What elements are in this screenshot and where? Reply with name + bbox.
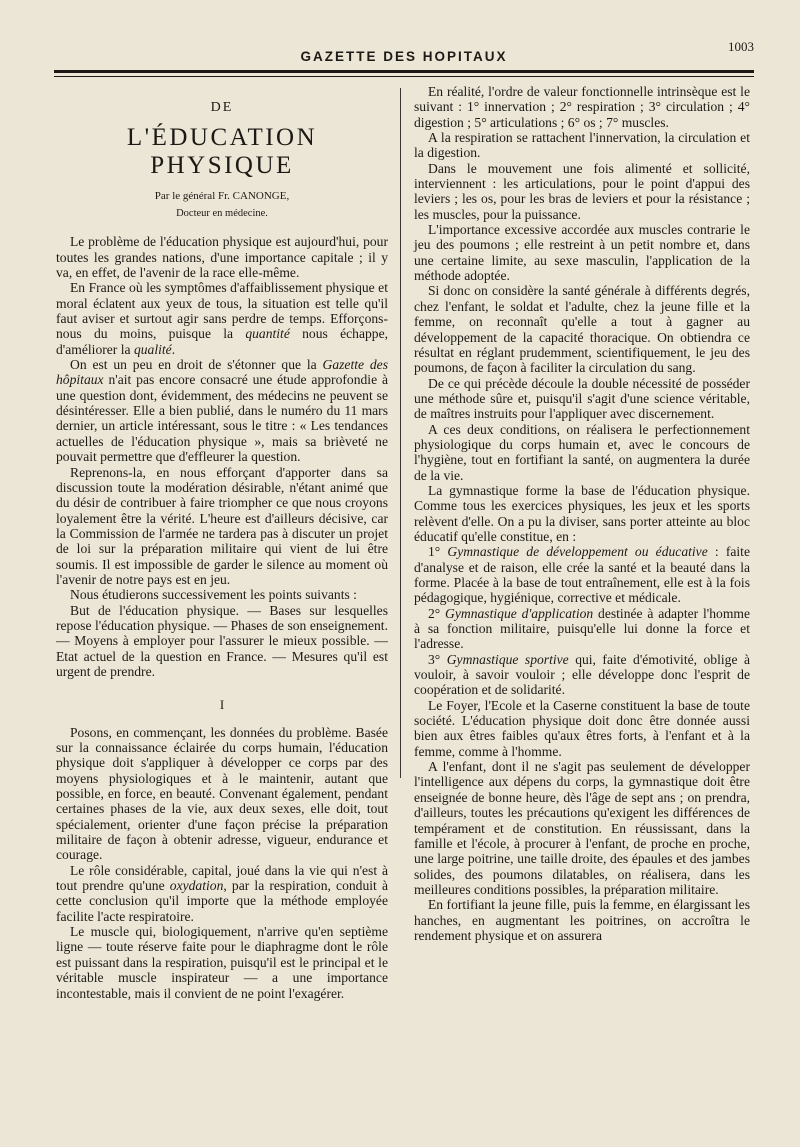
right-paragraph-9: Le Foyer, l'Ecole et la Caserne constituent la base de toute société. L'éducation physique doit donc être donnée aussi bien aux êtres faibles qu'aux êtres forts, à l'enfant et à la femme, comme à l'homme.	[414, 697, 750, 759]
left-paragraph-8: Le rôle considérable, capital, joué dans la vie qui n'est à tout prendre qu'une oxydation, par la respiration, conduit à cette conclusion qu'il importe que la méthode employée facilite l'acte respiratoire.	[56, 862, 388, 924]
right-paragraph-6: De ce qui précède découle la double nécessité de posséder une méthode sûre et, puisqu'il s'agit d'une science véritable, de maîtres instruits pour l'appliquer avec discernement.	[414, 375, 750, 422]
left-paragraph-6: But de l'éducation physique. — Bases sur lesquelles repose l'éducation physique. — Phases de son enseignement. — Moyens à employer pour l'assurer le mieux possible. — Etat actuel de la question en France. — Mesures qu'il est urgent de prendre.	[56, 602, 388, 679]
left-paragraph-2: En France où les symptômes d'affaiblissement physique et moral éclatent aux yeux de tous, la situation est telle qu'il faut aviser et surtout agir sans perdre de temps. Efforçons-nous du moins, puisque la quantité nous échappe, d'améliorer la qualité.	[56, 280, 388, 357]
right-column	[414, 84, 750, 943]
journal-title: GAZETTE DES HOPITAUX	[300, 49, 508, 64]
left-paragraph-3: On est un peu en droit de s'étonner que la Gazette des hôpitaux n'ait pas encore consacré une étude approfondie à une question dont, évidemment, des médecins ne peuvent se désintéresser. Elle a bien publié, dans le numéro du 11 mars dernier, un article intéressant, sous le titre : « Les tendances actuelles de l'éducation physique », mais sa brièveté ne pouvait permettre que d'effleurer la question.	[56, 357, 388, 465]
left-paragraph-5: Nous étudierons successivement les points suivants :	[70, 587, 357, 603]
header-rule-thin	[54, 76, 754, 77]
list-item: 3° Gymnastique sportive qui, faite d'émotivité, oblige à vouloir, à savoir vouloir ; elle développe donc l'esprit de coopération et de solidarité.	[414, 651, 750, 698]
right-paragraph-3: Dans le mouvement une fois alimenté et sollicité, interviennent : les articulations, pour le point d'appui des leviers ; les os, pour les bras de leviers et pour la résistance ; les muscles, pour la puissance.	[414, 160, 750, 222]
left-paragraph-9: Le muscle qui, biologiquement, n'arrive qu'en septième ligne — toute réserve faite pour le diaphragme dont le rôle est puissant dans la respiration, puisqu'il est le principal et le véritable muscle inspirateur — a une importance incontestable, mais il convient de ne point l'exagérer.	[56, 924, 388, 1001]
article-author: Par le général Fr. CANONGE,	[154, 190, 290, 203]
left-paragraph-4: Reprenons-la, en nous efforçant d'apporter dans sa discussion toute la modération désirable, n'étant animé que du désir de contribuer à faire triompher ce que nous croyons loyalement être la vérité. L'heure est d'ailleurs décisive, car la Commission de l'armée ne tardera pas à discuter un projet de loi sur la préparation militaire qui vient de lui être soumis. Il est impossible de garder le silence au moment où l'avenir de notre pays est en jeu.	[56, 464, 388, 587]
right-paragraph-2: A la respiration se rattachent l'innervation, la circulation et la digestion.	[414, 130, 750, 161]
right-paragraph-7: A ces deux conditions, on réalisera le perfectionnement physiologique du corps humain et, avec le concours de l'hygiène, tout en fortifiant la santé, on augmentera la durée de la vie.	[414, 421, 750, 483]
left-paragraph-7: Posons, en commençant, les données du problème. Basée sur la connaissance éclairée du corps humain, l'éducation physique doit s'appliquer à développer ce corps par des moyens physiologiques et à le maintenir, autant que possible, en force, en beauté. Convenant également, pendant certaines phases de la vie, aux deux sexes, elle doit, tout spécialement, orienter d'une façon précise la préparation militaire de façon à obtenir adresse, vigueur, endurance et courage.	[56, 724, 388, 863]
right-paragraph-8: La gymnastique forme la base de l'éducation physique. Comme tous les exercices physiques, les jeux et les sports relèvent d'elle. On a pu la diviser, sans porter atteinte au bloc éducatif qu'elle constitue, en :	[414, 482, 750, 544]
page-number: 1003	[728, 39, 754, 54]
left-paragraph-1: Le problème de l'éducation physique est aujourd'hui, pour toutes les grandes nations, d'une importance capitale ; il y va, en effet, de l'avenir de la race elle-même.	[56, 234, 388, 281]
article-pre-title: DE	[210, 100, 234, 115]
list-item: 1° Gymnastique de développement ou éducative : faite d'analyse et de raison, elle crée la santé et la beauté dans la forme. Placée à la base de tout entraînement, elle est à la fois pédagogique, hygiénique, corrective et médicale.	[414, 544, 750, 606]
right-paragraph-1: En réalité, l'ordre de valeur fonctionnelle intrinsèque est le suivant : 1° innervation ; 2° respiration ; 3° circulation ; 4° digestion ; 5° articulations ; 6° os ; 7° muscles.	[414, 84, 750, 130]
right-paragraph-4: L'importance excessive accordée aux muscles contrarie le jeu des poumons ; elle restreint à un petit nombre et, dans une certaine limite, au sexe masculin, l'application de la méthode adoptée.	[414, 222, 750, 284]
right-paragraph-10: A l'enfant, dont il ne s'agit pas seulement de développer l'intelligence aux dépens du corps, la gymnastique doit être enseignée de bonne heure, dès l'âge de sept ans ; on prendra, d'ailleurs, toutes les précautions qu'exigent les différences de tempérament et de constitution. En réussissant, dans la famille et l'école, à procurer à l'enfant, de proche en proche, une large poitrine, une taille droite, des épaules et des jambes solides, des poumons dilatables, on réalisera, dans les meilleures conditions possibles, la préparation militaire.	[414, 759, 750, 897]
running-head	[54, 39, 754, 67]
right-paragraph-5: Si donc on considère la santé générale à différents degrés, chez l'enfant, le soldat et l'adulte, chez la jeune fille et la femme, on reconnaît qu'elle a tout à gagner au développement de la capacité thoracique. On obtiendra ce résultat en réglant prudemment, scientifiquement, le jeu des poumons, de façon à faciliter la circulation du sang.	[414, 283, 750, 376]
column-divider	[400, 88, 401, 778]
section-number: I	[219, 697, 225, 713]
header-rule-thick	[54, 70, 754, 73]
article-author-degree: Docteur en médecine.	[176, 208, 268, 220]
article-title: L'ÉDUCATION PHYSIQUE	[126, 124, 318, 180]
left-column	[56, 84, 388, 1001]
right-paragraph-11: En fortifiant la jeune fille, puis la femme, en élargissant les hanches, en augmentant les poitrines, on accroîtra le rendement physique et on assurera	[414, 897, 750, 943]
list-item: 2° Gymnastique d'application destinée à adapter l'homme à sa fonction militaire, puisqu'elle lui donne la force et l'adresse.	[414, 605, 750, 652]
